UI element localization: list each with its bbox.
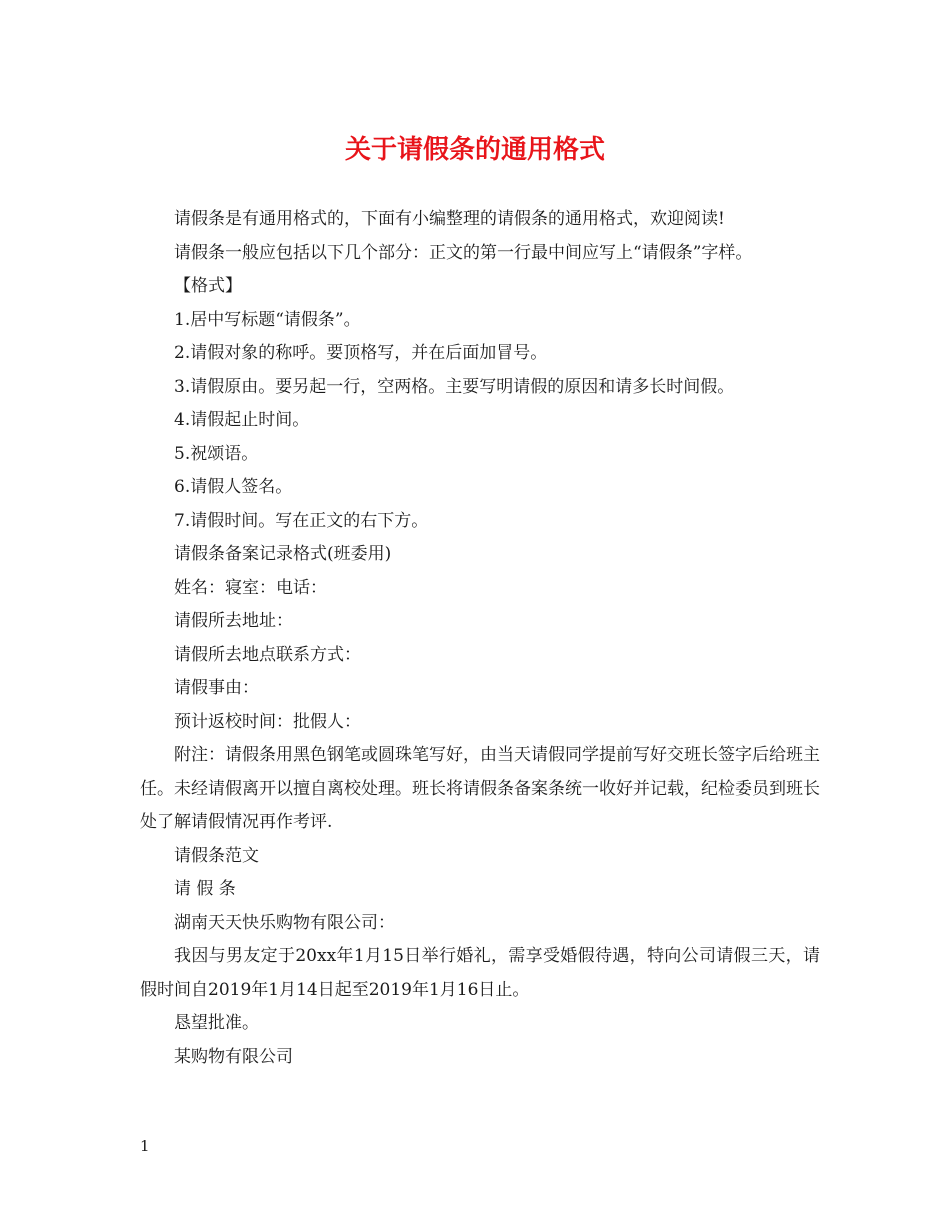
record-field-name: 姓名：寝室：电话： [174, 577, 327, 598]
record-field-reason: 请假事由： [174, 678, 259, 698]
sample-signature: 某购物有限公司 [174, 1046, 293, 1067]
page-number: 1 [140, 1137, 150, 1155]
intro-paragraph: 请假条是有通用格式的，下面有小编整理的请假条的通用格式，欢迎阅读! [174, 209, 725, 229]
record-field-address: 请假所去地址： [174, 611, 293, 631]
sample-heading: 请假条范文 [174, 845, 259, 866]
format-item-2: 2.请假对象的称呼。要顶格写，并在后面加冒号。 [174, 343, 548, 363]
format-item-3: 3.请假原由。要另起一行，空两格。主要写明请假的原因和请多长时间假。 [174, 376, 735, 397]
sample-body: 我因与男友定于20xx年1月15日举行婚礼，需享受婚假待遇，特向公司请假三天，请假时间自2019年1月14日起至2019年1月16日止。 [140, 946, 820, 1000]
note-paragraph: 附注：请假条用黑色钢笔或圆珠笔写好，由当天请假同学提前写好交班长签字后给班主任。未经请假离开以擅自离校处理。班长将请假条备案条统一收好并记载，纪检委员到班长处了解请假情况再作考评. [140, 745, 820, 832]
format-item-5: 5.祝颂语。 [174, 443, 259, 464]
format-heading: 【格式】 [174, 276, 242, 296]
format-item-6: 6.请假人签名。 [174, 477, 293, 497]
record-format-heading: 请假条备案记录格式(班委用) [174, 544, 392, 564]
record-field-return: 预计返校时间：批假人： [174, 711, 361, 732]
format-item-4: 4.请假起止时间。 [174, 410, 310, 430]
sample-title: 请 假 条 [174, 879, 236, 899]
sample-closing: 恳望批准。 [174, 1013, 259, 1033]
format-item-1: 1.居中写标题“请假条”。 [174, 309, 361, 330]
sample-recipient: 湖南天天快乐购物有限公司： [174, 912, 395, 933]
format-item-7: 7.请假时间。写在正文的右下方。 [174, 510, 429, 531]
overview-paragraph: 请假条一般应包括以下几个部分：正文的第一行最中间应写上“请假条”字样。 [174, 242, 753, 263]
document-title: 关于请假条的通用格式 [344, 135, 605, 165]
document-body [140, 203, 820, 1074]
record-field-contact: 请假所去地点联系方式： [174, 644, 361, 665]
